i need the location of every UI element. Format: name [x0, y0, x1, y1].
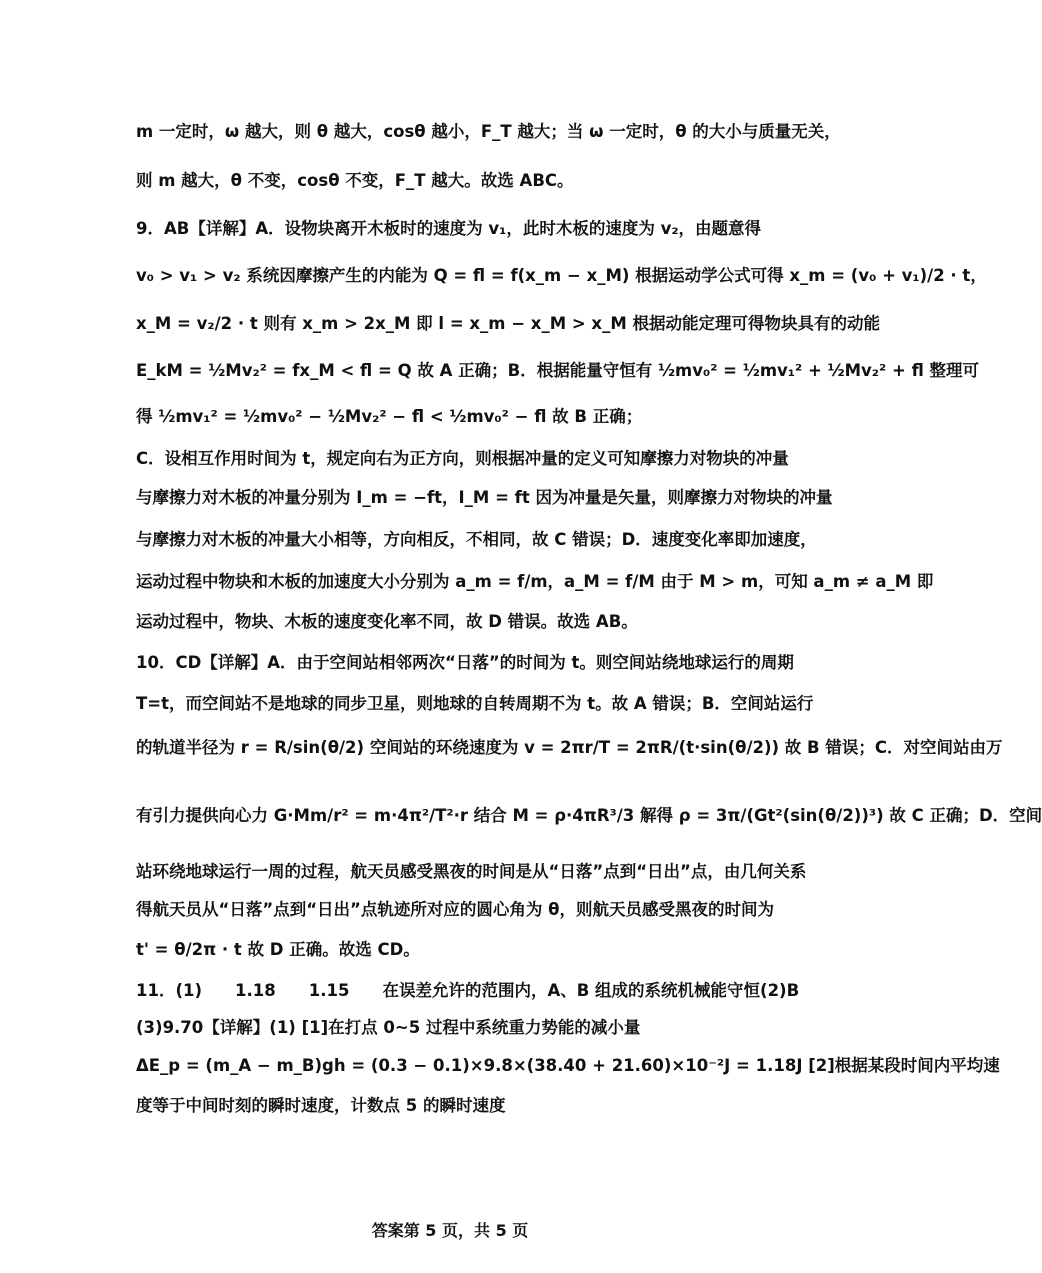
text-line: (3)9.70【详解】(1) [1]在打点 0~5 过程中系统重力势能的减小量 — [136, 1018, 641, 1037]
text-line: 运动过程中，物块、木板的速度变化率不同，故 D 错误。故选 AB。 — [136, 612, 638, 631]
text-line: ΔE_p = (m_A − m_B)gh = (0.3 − 0.1)×9.8×(38.40 + 21.60)×10⁻²J = 1.18J [2]根据某段时间内平均速 — [136, 1056, 1000, 1075]
text-line: 与摩擦力对木板的冲量大小相等，方向相反，不相同，故 C 错误；D．速度变化率即加速度， — [136, 530, 817, 549]
text-line: m 一定时，ω 越大，则 θ 越大，cosθ 越小，F_T 越大；当 ω 一定时，θ 的大小与质量无关， — [136, 122, 841, 141]
text-line: t' = θ/2π · t 故 D 正确。故选 CD。 — [136, 940, 420, 959]
text-line: 得航天员从“日落”点到“日出”点轨迹所对应的圆心角为 θ，则航天员感受黑夜的时间为 — [136, 900, 774, 919]
text-line: 运动过程中物块和木板的加速度大小分别为 a_m = f/m，a_M = f/M 由于 M > m，可知 a_m ≠ a_M 即 — [136, 572, 934, 591]
text-line: 有引力提供向心力 G·Mm/r² = m·4π²/T²·r 结合 M = ρ·4πR³/3 解得 ρ = 3π/(Gt²(sin(θ/2))³) 故 C 正确；D．空间 — [136, 806, 1042, 825]
text-line: 则 m 越大，θ 不变，cosθ 不变，F_T 越大。故选 ABC。 — [136, 171, 574, 190]
text-line: 得 ½mv₁² = ½mv₀² − ½Mv₂² − fl < ½mv₀² − fl 故 B 正确； — [136, 407, 643, 426]
text-line: x_M = v₂/2 · t 则有 x_m > 2x_M 即 l = x_m − x_M > x_M 根据动能定理可得物块具有的动能 — [136, 314, 880, 333]
text-line: 的轨道半径为 r = R/sin(θ/2) 空间站的环绕速度为 v = 2πr/T = 2πR/(t·sin(θ/2)) 故 B 错误；C．对空间站由万 — [136, 738, 1003, 757]
text-line: T=t，而空间站不是地球的同步卫星，则地球的自转周期不为 t。故 A 错误；B．空间站运行 — [136, 694, 814, 713]
page-footer: 答案第 5 页，共 5 页 — [371, 1221, 529, 1240]
text-line: 9．AB【详解】A．设物块离开木板时的速度为 v₁，此时木板的速度为 v₂，由题意得 — [136, 219, 762, 238]
text-line: v₀ > v₁ > v₂ 系统因摩擦产生的内能为 Q = fl = f(x_m − x_M) 根据运动学公式可得 x_m = (v₀ + v₁)/2 · t， — [136, 266, 987, 285]
text-line: 站环绕地球运行一周的过程，航天员感受黑夜的时间是从“日落”点到“日出”点，由几何关系 — [136, 862, 807, 881]
text-line: 10．CD【详解】A．由于空间站相邻两次“日落”的时间为 t。则空间站绕地球运行的周期 — [136, 653, 794, 672]
text-line: 度等于中间时刻的瞬时速度，计数点 5 的瞬时速度 — [136, 1096, 506, 1115]
text-line: C．设相互作用时间为 t，规定向右为正方向，则根据冲量的定义可知摩擦力对物块的冲量 — [136, 449, 789, 468]
text-line: 11．(1) 1.18 1.15 在误差允许的范围内，A、B 组成的系统机械能守恒(2)B — [136, 981, 800, 1000]
text-line: E_kM = ½Mv₂² = fx_M < fl = Q 故 A 正确；B．根据能量守恒有 ½mv₀² = ½mv₁² + ½Mv₂² + fl 整理可 — [136, 361, 980, 380]
text-line: 与摩擦力对木板的冲量分别为 I_m = −ft，I_M = ft 因为冲量是矢量，则摩擦力对物块的冲量 — [136, 488, 833, 507]
